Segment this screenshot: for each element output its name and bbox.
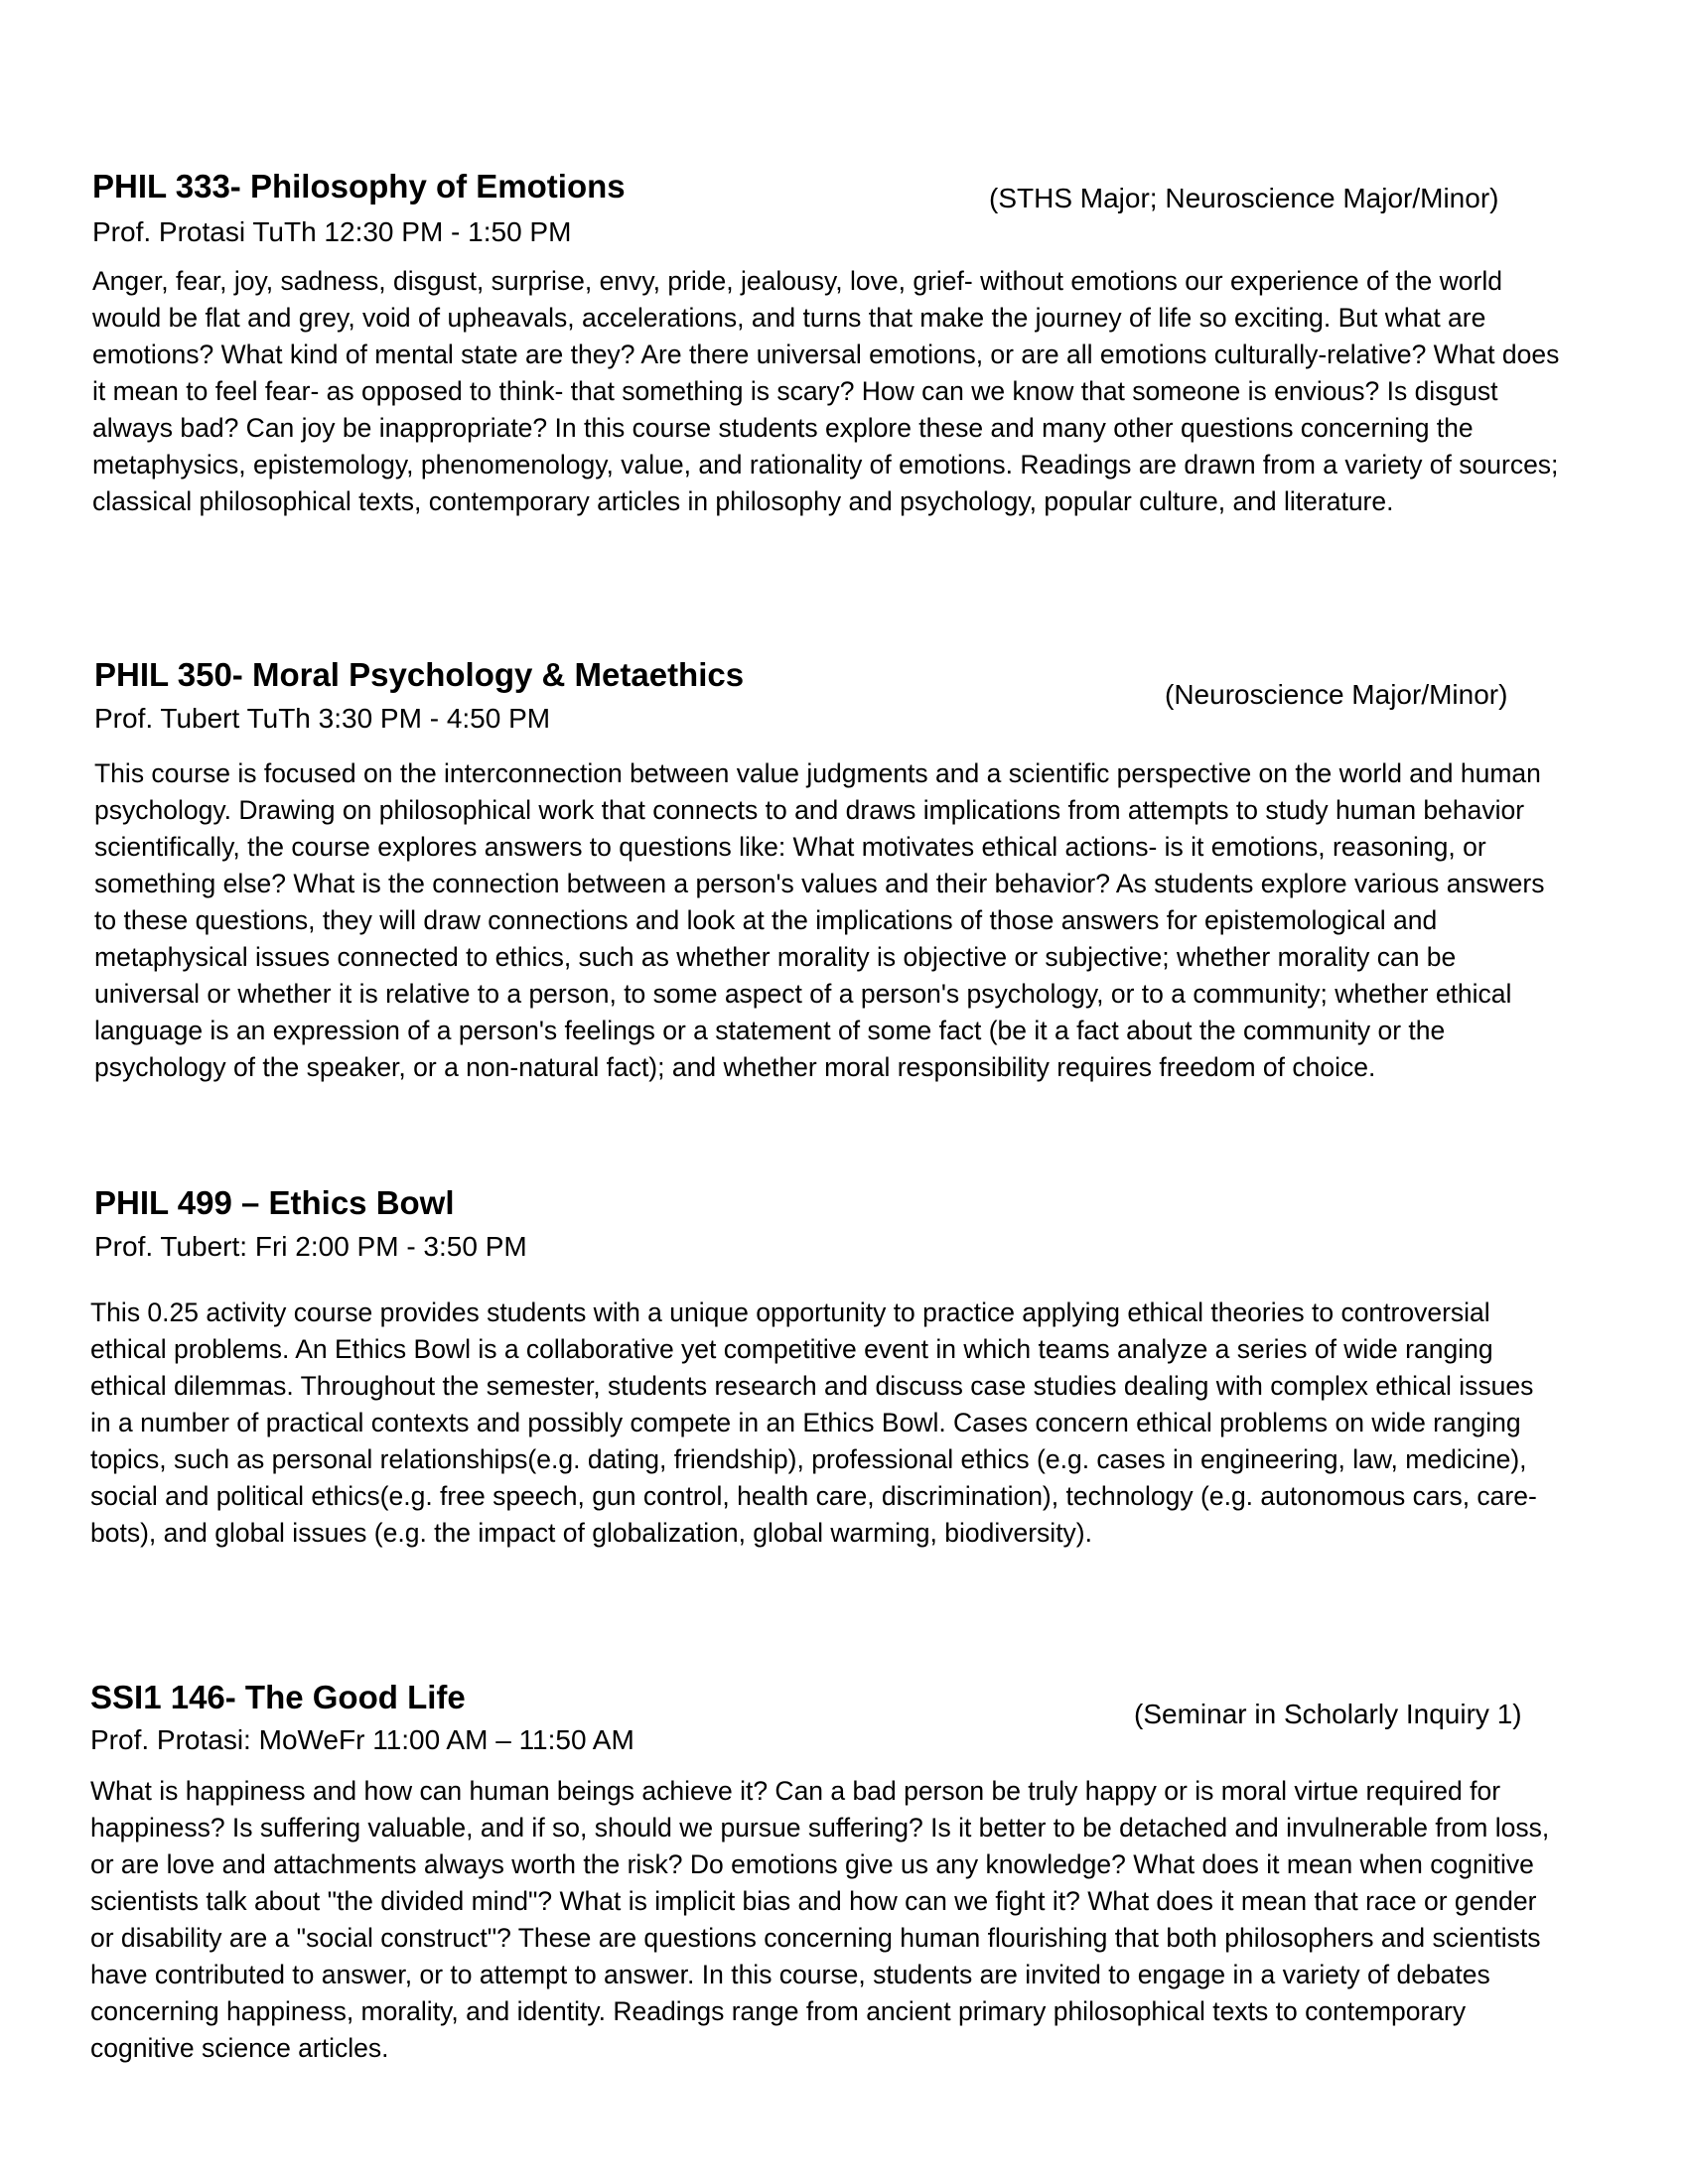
course-instructor-schedule: Prof. Protasi: MoWeFr 11:00 AM – 11:50 AM <box>90 1724 634 1755</box>
course-description: This 0.25 activity course provides students with a unique opportunity to practice applying ethical theories to controversial ethical problems. An Ethics Bowl is a collaborative yet competitive event in which teams analyze a series of wide ranging ethical dilemmas. Throughout the semester, students research and discuss case studies dealing with complex ethical issues in a number of practical contexts and possibly compete in an Ethics Bowl. Cases concern ethical problems on wide ranging topics, such as personal relationships(e.g. dating, friendship), professional ethics (e.g. cases in engineering, law, medicine), social and political ethics(e.g. free speech, gun control, health care, discrimination), technology (e.g. autonomous cars, care-bots), and global issues (e.g. the impact of globalization, global warming, biodiversity). <box>90 1297 1537 1548</box>
course-instructor-schedule: Prof. Protasi TuTh 12:30 PM - 1:50 PM <box>92 216 572 247</box>
course-description: Anger, fear, joy, sadness, disgust, surprise, envy, pride, jealousy, love, grief- without emotions our experience of the world would be flat and grey, void of upheavals, accelerations, and turns that make the journey of life so exciting. But what are emotions? What kind of mental state are they? Are there universal emotions, or are all emotions culturally-relative? What does it mean to feel fear- as opposed to think- that something is scary? How can we know that someone is envious? Is disgust always bad? Can joy be inappropriate? In this course students explore these and many other questions concerning the metaphysics, epistemology, phenomenology, value, and rationality of emotions. Readings are drawn from a variety of sources; classical philosophical texts, contemporary articles in philosophy and psychology, popular culture, and literature. <box>92 266 1560 516</box>
course-requirement-tag: (Seminar in Scholarly Inquiry 1) <box>1134 1699 1522 1729</box>
course-instructor-schedule: Prof. Tubert TuTh 3:30 PM - 4:50 PM <box>94 703 551 734</box>
course-title: SSI1 146- The Good Life <box>90 1679 466 1715</box>
course-description: What is happiness and how can human beings achieve it? Can a bad person be truly happy or is moral virtue required for happiness? Is suffering valuable, and if so, should we pursue suffering? Is it better to be detached and invulnerable from loss, or are love and attachments always worth the risk? Do emotions give us any knowledge? What does it mean when cognitive scientists talk about "the divided mind"? What is implicit bias and how can we fight it? What does it mean that race or gender or disability are a "social construct"? These are questions concerning human flourishing that both philosophers and scientists have contributed to answer, or to attempt to answer. In this course, students are invited to engage in a variety of debates concerning happiness, morality, and identity. Readings range from ancient primary philosophical texts to contemporary cognitive science articles. <box>90 1776 1550 2063</box>
course-description: This course is focused on the interconnection between value judgments and a scientific perspective on the world and human psychology. Drawing on philosophical work that connects to and draws implications from attempts to study human behavior scientifically, the course explores answers to questions like: What motivates ethical actions- is it emotions, reasoning, or something else? What is the connection between a person's values and their behavior? As students explore various answers to these questions, they will draw connections and look at the implications of those answers for epistemological and metaphysical issues connected to ethics, such as whether morality is objective or subjective; whether morality can be universal or whether it is relative to a person, to some aspect of a person's psychology, or to a community; whether ethical language is an expression of a person's feelings or a statement of some fact (be it a fact about the community or the psychology of the speaker, or a non-natural fact); and whether moral responsibility requires freedom of choice. <box>94 758 1545 1082</box>
course-requirement-tag: (STHS Major; Neuroscience Major/Minor) <box>989 183 1499 213</box>
course-title: PHIL 499 – Ethics Bowl <box>94 1184 455 1221</box>
course-requirement-tag: (Neuroscience Major/Minor) <box>1165 679 1508 710</box>
course-title: PHIL 333- Philosophy of Emotions <box>92 168 626 205</box>
course-title: PHIL 350- Moral Psychology & Metaethics <box>94 656 745 693</box>
course-instructor-schedule: Prof. Tubert: Fri 2:00 PM - 3:50 PM <box>94 1231 527 1262</box>
